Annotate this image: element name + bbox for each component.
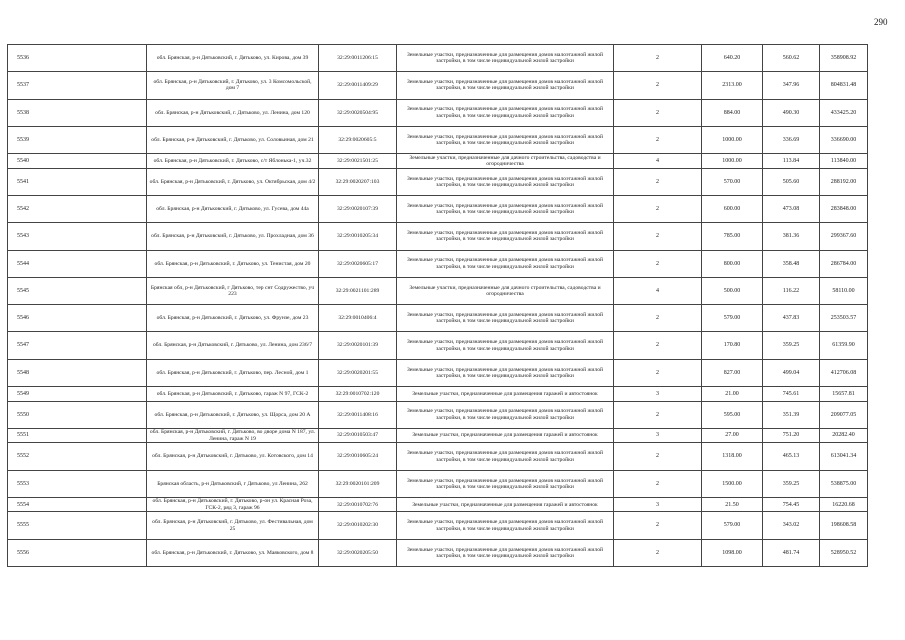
cadastral-value-cell: 336690.00 [820, 126, 868, 153]
rate-cell: 351.39 [763, 401, 820, 428]
area-cell: 1098.00 [702, 539, 763, 566]
table-row [8, 45, 868, 72]
cadastral-number-cell: 32:29:0020107:39 [319, 195, 397, 222]
cadastral-value-cell: 288192.00 [820, 168, 868, 195]
row-number-cell: 5543 [8, 223, 147, 250]
cadastral-number-cell: 32:29:0011409:29 [319, 72, 397, 99]
group-cell: 2 [614, 45, 702, 72]
table-row [8, 154, 868, 169]
group-cell: 2 [614, 250, 702, 277]
row-number-cell: 5536 [8, 45, 147, 72]
address-cell: обл. Брянская, р-н Дятьковский, г. Дятьково, ул. Тенистая, дом 20 [147, 250, 319, 277]
cadastral-value-cell: 528950.52 [820, 539, 868, 566]
cadastral-value-cell: 613041.34 [820, 443, 868, 470]
table-row [8, 428, 868, 443]
area-cell: 1000.00 [702, 126, 763, 153]
group-cell: 2 [614, 401, 702, 428]
cadastral-value-cell: 198608.58 [820, 512, 868, 539]
area-cell: 884.00 [702, 99, 763, 126]
table-row [8, 250, 868, 277]
row-number-cell: 5550 [8, 401, 147, 428]
land-use-cell: Земельные участки, предназначенные для размещения гаражей и автостоянок [397, 497, 614, 512]
address-cell: обл. Брянская, р-н Дятьковский, г. Дятьково, ул. Щорса, дом 20 А [147, 401, 319, 428]
area-cell: 21.00 [702, 387, 763, 402]
land-use-cell: Земельные участки, предназначенные для дачного строительства, садоводства и огородничества [397, 154, 614, 169]
land-use-cell: Земельные участки, предназначенные для размещения домов малоэтажной жилой застройки, в том числе индивидуальной жилой застройки [397, 45, 614, 72]
area-cell: 579.00 [702, 512, 763, 539]
land-use-cell: Земельные участки, предназначенные для размещения домов малоэтажной жилой застройки, в том числе индивидуальной жилой застройки [397, 168, 614, 195]
address-cell: обл. Брянская, р-н Дятьковский, г. Дятьково, р-он ул. Красная Роза, ГСК-2, ряд 3, гараж 96 [147, 497, 319, 512]
table-row [8, 497, 868, 512]
address-cell: обл. Брянская, р-н Дятьковский, г. Дятьково, ул. Октябрьская, дом 4/2 [147, 168, 319, 195]
area-cell: 827.00 [702, 359, 763, 386]
area-cell: 500.00 [702, 277, 763, 304]
table-row [8, 470, 868, 497]
group-cell: 2 [614, 332, 702, 359]
row-number-cell: 5546 [8, 305, 147, 332]
table-row [8, 387, 868, 402]
land-use-cell: Земельные участки, предназначенные для размещения домов малоэтажной жилой застройки, в том числе индивидуальной жилой застройки [397, 72, 614, 99]
address-cell: обл. Брянская, р-н Дятьковский, г. Дятьково, с/т Яблонька-1, уч.32 [147, 154, 319, 169]
address-cell: обл. Брянская, р-н Дятьковский, г. Дятьково, ул. Маяковского, дом 8 [147, 539, 319, 566]
rate-cell: 336.69 [763, 126, 820, 153]
cadastral-value-cell: 15657.81 [820, 387, 868, 402]
row-number-cell: 5548 [8, 359, 147, 386]
cadastral-value-cell: 283848.00 [820, 195, 868, 222]
cadastral-number-cell: 32:29:0020207:103 [319, 168, 397, 195]
land-use-cell: Земельные участки, предназначенные для размещения домов малоэтажной жилой застройки, в том числе индивидуальной жилой застройки [397, 470, 614, 497]
address-cell: обл. Брянская, р-н Дятьковский, г. Дятьково, ул. Кирова, дом 39 [147, 45, 319, 72]
cadastral-value-cell: 58110.00 [820, 277, 868, 304]
cadastral-number-cell: 32:29:0010605:24 [319, 443, 397, 470]
rate-cell: 113.84 [763, 154, 820, 169]
row-number-cell: 5542 [8, 195, 147, 222]
land-use-cell: Земельные участки, предназначенные для размещения домов малоэтажной жилой застройки, в том числе индивидуальной жилой застройки [397, 359, 614, 386]
land-registry-table [7, 44, 868, 567]
table-row [8, 195, 868, 222]
group-cell: 3 [614, 387, 702, 402]
land-use-cell: Земельные участки, предназначенные для размещения домов малоэтажной жилой застройки, в том числе индивидуальной жилой застройки [397, 332, 614, 359]
group-cell: 2 [614, 72, 702, 99]
cadastral-value-cell: 299367.60 [820, 223, 868, 250]
row-number-cell: 5556 [8, 539, 147, 566]
area-cell: 1500.00 [702, 470, 763, 497]
group-cell: 2 [614, 539, 702, 566]
rate-cell: 490.30 [763, 99, 820, 126]
table-row [8, 401, 868, 428]
rate-cell: 359.25 [763, 332, 820, 359]
cadastral-value-cell: 16220.68 [820, 497, 868, 512]
address-cell: обл. Брянская, р-н Дятьковский, г. Дятьково, ул. Ленина, дом 236/7 [147, 332, 319, 359]
table-row [8, 223, 868, 250]
table-row [8, 99, 868, 126]
cadastral-value-cell: 286784.00 [820, 250, 868, 277]
row-number-cell: 5537 [8, 72, 147, 99]
cadastral-number-cell: 32:29:0020201:55 [319, 359, 397, 386]
cadastral-number-cell: 32:29:0010406:4 [319, 305, 397, 332]
rate-cell: 347.96 [763, 72, 820, 99]
rate-cell: 116.22 [763, 277, 820, 304]
address-cell: обл. Брянская, р-н Дятьковский, г. Дятьково, ул. Ленина, дом 120 [147, 99, 319, 126]
rate-cell: 473.08 [763, 195, 820, 222]
table-row [8, 168, 868, 195]
cadastral-value-cell: 433425.20 [820, 99, 868, 126]
address-cell: обл. Брянская, р-н Дятьковский, г. Дятьково, ул. Соловьиная, дом 21 [147, 126, 319, 153]
cadastral-number-cell: 32:29:0010702:76 [319, 497, 397, 512]
group-cell: 2 [614, 99, 702, 126]
rate-cell: 359.25 [763, 470, 820, 497]
row-number-cell: 5541 [8, 168, 147, 195]
group-cell: 2 [614, 470, 702, 497]
area-cell: 579.00 [702, 305, 763, 332]
rate-cell: 437.83 [763, 305, 820, 332]
cadastral-number-cell: 32:29:0011408:16 [319, 401, 397, 428]
rate-cell: 745.61 [763, 387, 820, 402]
row-number-cell: 5545 [8, 277, 147, 304]
cadastral-value-cell: 538875.00 [820, 470, 868, 497]
cadastral-number-cell: 32:29:0010202:30 [319, 512, 397, 539]
cadastral-number-cell: 32:29:0020205:50 [319, 539, 397, 566]
address-cell: Брянская обл, р-н Дятьковский, г Дятьково, тер снт Содружество, уч 223 [147, 277, 319, 304]
address-cell: Брянская область, р-н Дятьковский, г Дятьково, ул Ленина, 262 [147, 470, 319, 497]
cadastral-value-cell: 412706.08 [820, 359, 868, 386]
land-use-cell: Земельные участки, предназначенные для размещения домов малоэтажной жилой застройки, в том числе индивидуальной жилой застройки [397, 126, 614, 153]
land-use-cell: Земельные участки, предназначенные для размещения домов малоэтажной жилой застройки, в том числе индивидуальной жилой застройки [397, 223, 614, 250]
page-number: 290 [874, 17, 888, 27]
cadastral-value-cell: 358908.92 [820, 45, 868, 72]
cadastral-number-cell: 32:29:0010205:34 [319, 223, 397, 250]
address-cell: обл. Брянская, р-н Дятьковский, г. Дятьково, ул. Фестивальная, дом 25 [147, 512, 319, 539]
rate-cell: 481.74 [763, 539, 820, 566]
group-cell: 3 [614, 428, 702, 443]
table-row [8, 359, 868, 386]
group-cell: 2 [614, 168, 702, 195]
land-use-cell: Земельные участки, предназначенные для размещения гаражей и автостоянок [397, 428, 614, 443]
land-use-cell: Земельные участки, предназначенные для размещения домов малоэтажной жилой застройки, в том числе индивидуальной жилой застройки [397, 512, 614, 539]
cadastral-number-cell: 32:29:0010503:47 [319, 428, 397, 443]
cadastral-value-cell: 253503.57 [820, 305, 868, 332]
row-number-cell: 5549 [8, 387, 147, 402]
rate-cell: 499.04 [763, 359, 820, 386]
area-cell: 785.00 [702, 223, 763, 250]
rate-cell: 505.60 [763, 168, 820, 195]
land-use-cell: Земельные участки, предназначенные для размещения домов малоэтажной жилой застройки, в том числе индивидуальной жилой застройки [397, 250, 614, 277]
row-number-cell: 5539 [8, 126, 147, 153]
area-cell: 570.00 [702, 168, 763, 195]
cadastral-value-cell: 113840.00 [820, 154, 868, 169]
land-use-cell: Земельные участки, предназначенные для размещения домов малоэтажной жилой застройки, в том числе индивидуальной жилой застройки [397, 443, 614, 470]
address-cell: обл. Брянская, р-н Дятьковский, г. Дятьково, ул. Прохладная, дом 36 [147, 223, 319, 250]
area-cell: 1000.00 [702, 154, 763, 169]
table-row [8, 72, 868, 99]
cadastral-value-cell: 61359.90 [820, 332, 868, 359]
group-cell: 2 [614, 195, 702, 222]
group-cell: 3 [614, 497, 702, 512]
address-cell: обл. Брянская, р-н Дятьковский, г. Дятьково, во дворе дома N 187, ул. Ленина, гараж N 19 [147, 428, 319, 443]
table-row [8, 305, 868, 332]
row-number-cell: 5552 [8, 443, 147, 470]
area-cell: 21.50 [702, 497, 763, 512]
row-number-cell: 5538 [8, 99, 147, 126]
address-cell: обл. Брянская, р-н Дятьковский, г. Дятьково, ул. 3 Комсомольской, дом 7 [147, 72, 319, 99]
address-cell: обл. Брянская, р-н Дятьковский, г. Дятьково, ул. Гусева, дом 44а [147, 195, 319, 222]
address-cell: обл. Брянская, р-н Дятьковский, г. Дятьково, гараж N 97, ГСК-2 [147, 387, 319, 402]
row-number-cell: 5544 [8, 250, 147, 277]
cadastral-value-cell: 209077.05 [820, 401, 868, 428]
land-use-cell: Земельные участки, предназначенные для дачного строительства, садоводства и огородничества [397, 277, 614, 304]
land-use-cell: Земельные участки, предназначенные для размещения домов малоэтажной жилой застройки, в том числе индивидуальной жилой застройки [397, 401, 614, 428]
group-cell: 2 [614, 512, 702, 539]
address-cell: обл. Брянская, р-н Дятьковский, г. Дятьково, пер. Лесной, дом 1 [147, 359, 319, 386]
rate-cell: 343.02 [763, 512, 820, 539]
row-number-cell: 5554 [8, 497, 147, 512]
land-use-cell: Земельные участки, предназначенные для размещения гаражей и автостоянок [397, 387, 614, 402]
rate-cell: 560.62 [763, 45, 820, 72]
table-row [8, 443, 868, 470]
area-cell: 1318.00 [702, 443, 763, 470]
row-number-cell: 5551 [8, 428, 147, 443]
cadastral-number-cell: 32:29:0021101:289 [319, 277, 397, 304]
address-cell: обл. Брянская, р-н Дятьковский, г. Дятьково, ул. Котовского, дом 14 [147, 443, 319, 470]
rate-cell: 358.48 [763, 250, 820, 277]
group-cell: 4 [614, 277, 702, 304]
table-row [8, 539, 868, 566]
table-row [8, 277, 868, 304]
group-cell: 4 [614, 154, 702, 169]
cadastral-value-cell: 804831.48 [820, 72, 868, 99]
cadastral-number-cell: 32:29:0020101:209 [319, 470, 397, 497]
rate-cell: 751.20 [763, 428, 820, 443]
group-cell: 2 [614, 126, 702, 153]
area-cell: 640.20 [702, 45, 763, 72]
cadastral-number-cell: 32:29:0020605:5 [319, 126, 397, 153]
group-cell: 2 [614, 223, 702, 250]
rate-cell: 465.13 [763, 443, 820, 470]
area-cell: 2313.00 [702, 72, 763, 99]
cadastral-number-cell: 32:29:0010702:120 [319, 387, 397, 402]
area-cell: 600.00 [702, 195, 763, 222]
row-number-cell: 5553 [8, 470, 147, 497]
area-cell: 800.00 [702, 250, 763, 277]
row-number-cell: 5555 [8, 512, 147, 539]
group-cell: 2 [614, 305, 702, 332]
rate-cell: 754.45 [763, 497, 820, 512]
cadastral-number-cell: 32:29:0020101:39 [319, 332, 397, 359]
row-number-cell: 5540 [8, 154, 147, 169]
rate-cell: 381.36 [763, 223, 820, 250]
group-cell: 2 [614, 359, 702, 386]
cadastral-number-cell: 32:29:0020504:95 [319, 99, 397, 126]
area-cell: 170.80 [702, 332, 763, 359]
table-row [8, 332, 868, 359]
cadastral-number-cell: 32:29:0020605:17 [319, 250, 397, 277]
cadastral-value-cell: 20282.40 [820, 428, 868, 443]
land-use-cell: Земельные участки, предназначенные для размещения домов малоэтажной жилой застройки, в том числе индивидуальной жилой застройки [397, 195, 614, 222]
area-cell: 595.00 [702, 401, 763, 428]
area-cell: 27.00 [702, 428, 763, 443]
table-row [8, 126, 868, 153]
table-row [8, 512, 868, 539]
cadastral-number-cell: 32:29:0021501:25 [319, 154, 397, 169]
land-use-cell: Земельные участки, предназначенные для размещения домов малоэтажной жилой застройки, в том числе индивидуальной жилой застройки [397, 99, 614, 126]
row-number-cell: 5547 [8, 332, 147, 359]
cadastral-number-cell: 32:29:0011206:15 [319, 45, 397, 72]
land-use-cell: Земельные участки, предназначенные для размещения домов малоэтажной жилой застройки, в том числе индивидуальной жилой застройки [397, 305, 614, 332]
land-use-cell: Земельные участки, предназначенные для размещения домов малоэтажной жилой застройки, в том числе индивидуальной жилой застройки [397, 539, 614, 566]
group-cell: 2 [614, 443, 702, 470]
address-cell: обл. Брянская, р-н Дятьковский, г. Дятьково, ул. Фрунзе, дом 23 [147, 305, 319, 332]
